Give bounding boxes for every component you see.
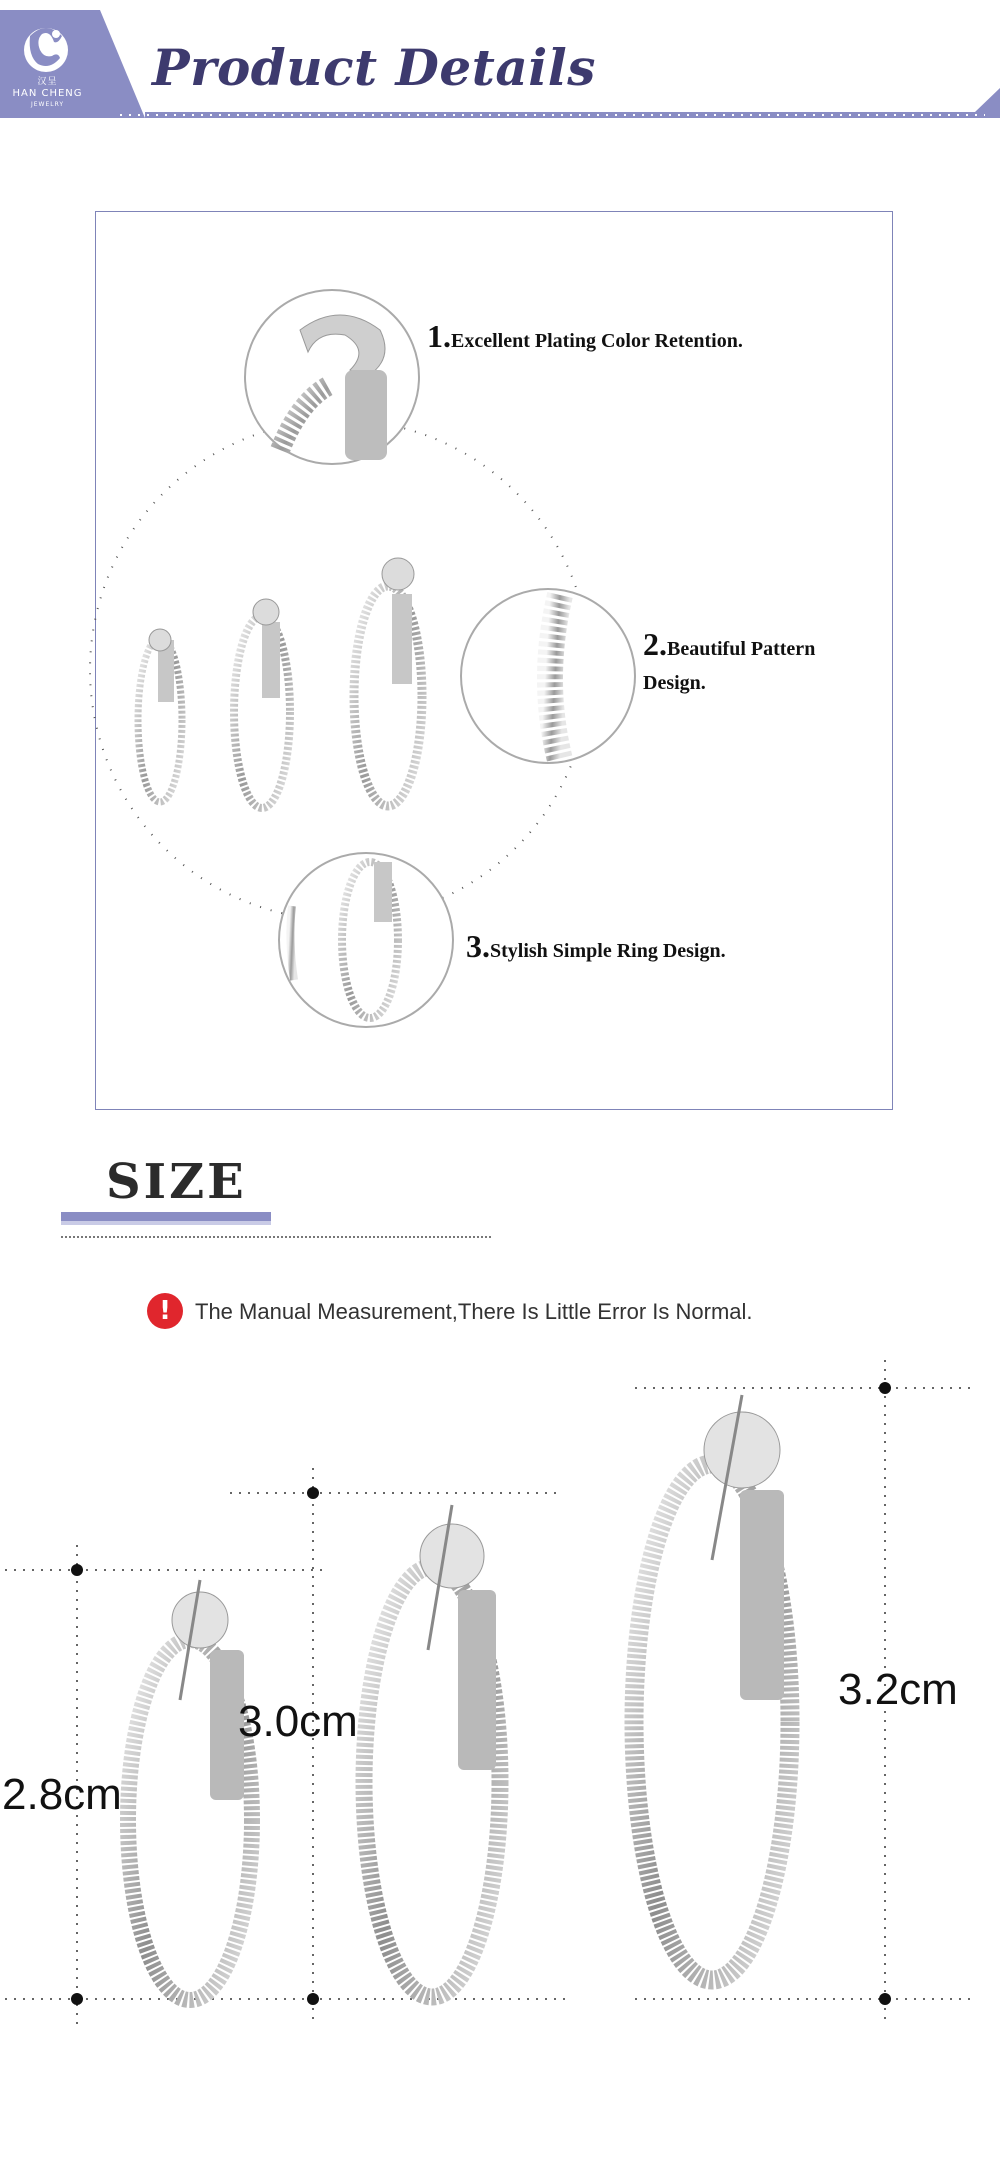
earring-large xyxy=(634,1395,790,1980)
measurement-small: 2.8cm xyxy=(2,1770,122,1819)
size-heading-dots xyxy=(61,1236,491,1238)
feature-3 xyxy=(466,928,726,965)
detail-circle-2 xyxy=(461,589,635,763)
logo-brand: HAN CHENG xyxy=(12,88,83,99)
feature-3-number: 3. xyxy=(466,928,490,964)
earring-medium xyxy=(364,1505,500,1997)
logo-chinese: 汉呈 xyxy=(37,77,58,87)
feature-3-text: Stylish Simple Ring Design. xyxy=(490,940,726,962)
detail-circle-1 xyxy=(245,290,419,464)
feature-1-text: Excellent Plating Color Retention. xyxy=(451,330,743,352)
detail-circle-3 xyxy=(279,853,453,1027)
size-heading: SIZE xyxy=(106,1154,247,1210)
feature-2-number: 2. xyxy=(643,626,667,662)
feature-2 xyxy=(643,628,873,701)
size-diagram xyxy=(0,1320,1000,2160)
exclamation-icon: ! xyxy=(147,1293,183,1329)
feature-1 xyxy=(427,318,743,355)
measurement-medium: 3.0cm xyxy=(238,1697,358,1746)
earrings-group xyxy=(138,558,422,808)
feature-2-text: Beautiful Pattern Design. xyxy=(643,638,816,694)
size-heading-bar-light xyxy=(61,1221,271,1225)
logo-subtitle: JEWELRY xyxy=(30,101,65,108)
earring-small xyxy=(128,1580,252,2000)
measurement-warning: The Manual Measurement,There Is Little Error Is Normal. xyxy=(195,1299,753,1324)
feature-1-number: 1. xyxy=(427,318,451,354)
page-title: Product Details xyxy=(152,38,596,97)
measurement-large: 3.2cm xyxy=(838,1665,958,1714)
